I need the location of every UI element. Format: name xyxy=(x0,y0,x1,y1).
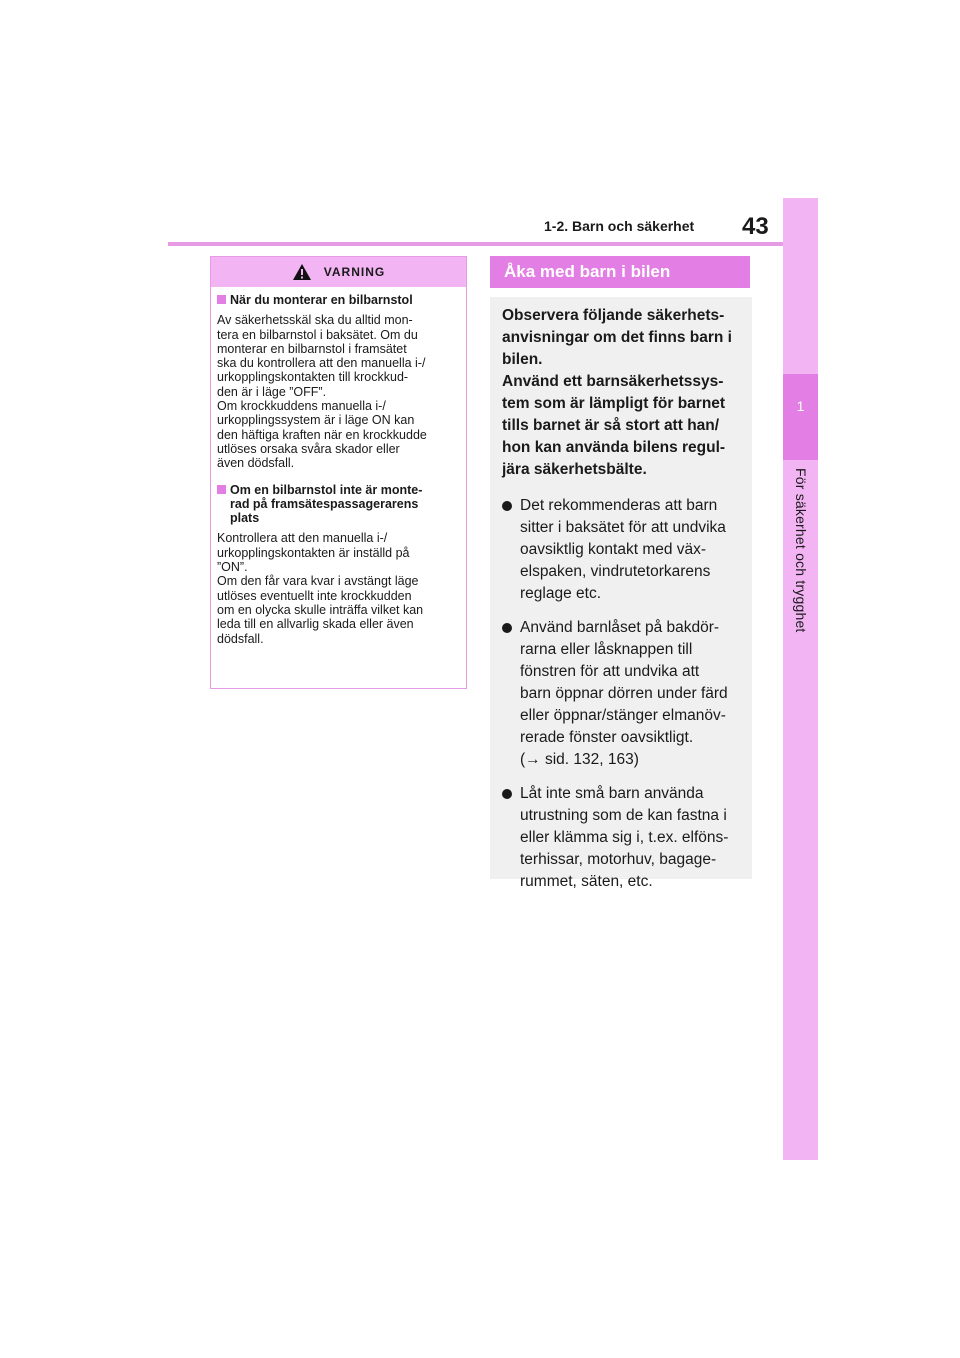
bullet-dot-icon xyxy=(502,789,512,799)
warning-body xyxy=(211,287,466,646)
page-reference-link[interactable]: (→ sid. 132, 163) xyxy=(520,751,639,768)
chapter-highlight xyxy=(783,374,818,460)
list-item xyxy=(502,783,740,893)
bullet-dot-icon xyxy=(502,501,512,511)
warning-item-heading xyxy=(217,483,460,526)
square-bullet-icon xyxy=(217,485,226,494)
warning-header xyxy=(211,257,466,287)
warning-item-text: Kontrollera att den manuella i-/ urkopplingskontakten är inställd på ”ON”. Om den får vara kvar i avstängt läge utlöses eventuellt inte krockkudden om en olycka skulle inträffa vilket kan leda till en allvarlig skada eller även dödsfall. xyxy=(217,531,424,646)
warning-heading-text: När du monterar en bilbarnstol xyxy=(230,293,413,307)
header-rule xyxy=(168,242,790,246)
list-item-text: Det rekommenderas att barn sitter i baksätet för att undvika oavsiktlig kontakt med väx- elspaken, vindrutetorkarens reglage etc. xyxy=(520,497,726,602)
warning-label: VARNING xyxy=(323,265,386,279)
warning-triangle-icon xyxy=(292,263,312,281)
list-item-text xyxy=(520,617,728,771)
bullet-dot-icon xyxy=(502,623,512,633)
list-item xyxy=(502,617,740,771)
list-item xyxy=(502,495,740,605)
page-number: 43 xyxy=(742,213,769,240)
info-box xyxy=(490,297,752,890)
chapter-number: 1 xyxy=(796,398,805,414)
square-bullet-icon xyxy=(217,295,226,304)
warning-box xyxy=(210,256,467,689)
chapter-side-tab[interactable] xyxy=(783,198,818,1160)
chapter-name: För säkerhet och trygghet xyxy=(793,468,809,633)
section-title: Åka med barn i bilen xyxy=(490,256,750,288)
warning-heading-text: Om en bilbarnstol inte är monte- rad på framsätespassagerarens plats xyxy=(230,482,423,526)
section-intro: Observera följande säkerhets- anvisningar om det finns barn i bilen. Använd ett barnsäkerhetssys- tem som är lämpligt för barnet tills barnet är så stort att han/ hon kan använda bilens regul- jära säkerhetsbälte. xyxy=(502,307,732,478)
warning-item-text: Av säkerhetsskäl ska du alltid mon- tera en bilbarnstol i baksätet. Om du monterar en bilbarnstol i framsätet ska du kontrollera att den manuella i-/ urkopplingskontakten till krockkud- den är i läge ”OFF”. Om krockkuddens manuella i-/ urkopplingssystem är i läge ON kan den häftiga kraften när en krockkudde utlöses orsaka svåra skador eller även dödsfall. xyxy=(217,313,427,471)
list-item-text-main: Använd barnlåset på bakdör- rarna eller låsknappen till fönstren för att undvika att barn öppnar dörren under färd eller öppnar/stänger elmanöv- rerade fönster oavsiktligt. xyxy=(520,619,728,746)
warning-item-heading xyxy=(217,293,460,307)
page-header-title: 1-2. Barn och säkerhet xyxy=(544,218,695,234)
list-item-text: Låt inte små barn använda utrustning som de kan fastna i eller klämma sig i, t.ex. elföns- terhissar, motorhuv, bagage- rummet, säten, etc. xyxy=(520,785,729,890)
